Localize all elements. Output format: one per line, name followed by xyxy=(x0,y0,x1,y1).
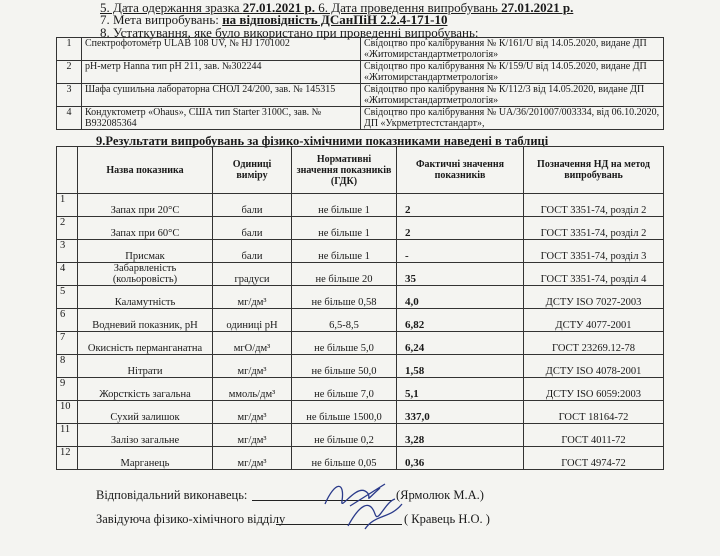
cell-method: ГОСТ 23269.12-78 xyxy=(524,332,664,355)
table-row xyxy=(57,240,664,263)
equipment-cert: Свідоцтво про калібрування № К/159/U від 14.05.2020, видане ДП «Житомирстандартметрологія» xyxy=(361,61,664,84)
table-row xyxy=(57,378,664,401)
equipment-device: pH-метр Hanna тип pH 211, зав. №302244 xyxy=(82,61,361,84)
cell-actual: 4,0 xyxy=(397,286,524,309)
cell-unit: мгО/дм³ xyxy=(213,332,292,355)
cell-method: ГОСТ 4974-72 xyxy=(524,447,664,470)
cell-actual: 2 xyxy=(397,217,524,240)
cell-actual: 2 xyxy=(397,194,524,217)
cell-actual: 0,36 xyxy=(397,447,524,470)
cell-method: ГОСТ 3351-74, розділ 2 xyxy=(524,217,664,240)
cell-n: 4 xyxy=(57,263,78,286)
table-row xyxy=(57,217,664,240)
cell-unit: мг/дм³ xyxy=(213,355,292,378)
cell-actual: 35 xyxy=(397,263,524,286)
test-date-label: 6. Дата проведення випробувань xyxy=(314,0,502,15)
equipment-row xyxy=(57,84,664,107)
cell-n: 11 xyxy=(57,424,78,447)
cell-actual: 5,1 xyxy=(397,378,524,401)
table-row xyxy=(57,263,664,286)
cell-method: ГОСТ 4011-72 xyxy=(524,424,664,447)
cell-norm: не більше 1 xyxy=(292,217,397,240)
cell-unit: градуси xyxy=(213,263,292,286)
cell-actual: 1,58 xyxy=(397,355,524,378)
executor-name: (Ярмолюк М.А.) xyxy=(396,488,484,502)
table-row xyxy=(57,447,664,470)
cell-unit: бали xyxy=(213,217,292,240)
cell-name: Сухий залишок xyxy=(78,401,213,424)
head-label: Завідуюча фізико-хімічного відділу xyxy=(96,512,286,526)
equipment-row xyxy=(57,107,664,130)
equipment-number: 3 xyxy=(57,84,82,107)
cell-name: Присмак xyxy=(78,240,213,263)
table-row xyxy=(57,309,664,332)
cell-name: Запах при 60°С xyxy=(78,217,213,240)
cell-method: ДСТУ ISO 7027-2003 xyxy=(524,286,664,309)
cell-name: Нітрати xyxy=(78,355,213,378)
cell-norm: не більше 0,58 xyxy=(292,286,397,309)
head-signature xyxy=(340,494,410,534)
cell-actual: 337,0 xyxy=(397,401,524,424)
equipment-cert: Свідоцтво про калібрування № К/161/U від 14.05.2020, видане ДП «Житомирстандартметрологія» xyxy=(361,38,664,61)
equipment-number: 4 xyxy=(57,107,82,130)
cell-actual: - xyxy=(397,240,524,263)
cell-norm: не більше 1 xyxy=(292,194,397,217)
cell-norm: не більше 1 xyxy=(292,240,397,263)
cell-n: 6 xyxy=(57,309,78,332)
cell-n: 3 xyxy=(57,240,78,263)
cell-n: 7 xyxy=(57,332,78,355)
cell-n: 12 xyxy=(57,447,78,470)
cell-n: 1 xyxy=(57,194,78,217)
col-name: Назва показника xyxy=(78,147,213,194)
cell-norm: не більше 5,0 xyxy=(292,332,397,355)
cell-method: ГОСТ 3351-74, розділ 4 xyxy=(524,263,664,286)
cell-name: Водневий показник, pH xyxy=(78,309,213,332)
cell-n: 9 xyxy=(57,378,78,401)
col-method: Позначення НД на метод випробувань xyxy=(524,147,664,194)
cell-name: Забарвленість (кольоровість) xyxy=(78,263,213,286)
equipment-table xyxy=(56,37,664,130)
table-row xyxy=(57,286,664,309)
equipment-device: Шафа сушильна лабораторна СНОЛ 24/200, зав. № 145315 xyxy=(82,84,361,107)
equipment-row xyxy=(57,38,664,61)
results-title: 9.Результати випробувань за фізико-хімічними показниками наведені в таблиці xyxy=(96,134,549,148)
cell-unit: мг/дм³ xyxy=(213,424,292,447)
equipment-number: 2 xyxy=(57,61,82,84)
equipment-device: Спектрофотометр ULAB 108 UV, № HJ 1701002 xyxy=(82,38,361,61)
cell-n: 10 xyxy=(57,401,78,424)
equipment-device: Кондуктометр «Ohaus», США тип Starter 3100С, зав. № В932085364 xyxy=(82,107,361,130)
col-unit: Одиниці виміру xyxy=(213,147,292,194)
col-norm: Нормативні значення показників (ГДК) xyxy=(292,147,397,194)
cell-method: ДСТУ 4077-2001 xyxy=(524,309,664,332)
cell-actual: 6,82 xyxy=(397,309,524,332)
cell-unit: мг/дм³ xyxy=(213,447,292,470)
cell-name: Запах при 20°С xyxy=(78,194,213,217)
head-name: ( Кравець Н.О. ) xyxy=(404,512,490,526)
cell-norm: не більше 50,0 xyxy=(292,355,397,378)
cell-norm: не більше 7,0 xyxy=(292,378,397,401)
cell-method: ГОСТ 18164-72 xyxy=(524,401,664,424)
cell-norm: не більше 20 xyxy=(292,263,397,286)
results-table xyxy=(56,146,664,470)
cell-name: Окисність перманганатна xyxy=(78,332,213,355)
purpose-label: 7. Мета випробувань: xyxy=(100,12,223,27)
cell-n: 8 xyxy=(57,355,78,378)
cell-name: Марганець xyxy=(78,447,213,470)
table-row xyxy=(57,332,664,355)
cell-norm: не більше 0,05 xyxy=(292,447,397,470)
received-label: 5. Дата одержання зразка xyxy=(100,0,243,15)
results-header-row xyxy=(57,147,664,194)
cell-unit: бали xyxy=(213,240,292,263)
cell-name: Залізо загальне xyxy=(78,424,213,447)
cell-unit: ммоль/дм³ xyxy=(213,378,292,401)
col-number xyxy=(57,147,78,194)
table-row xyxy=(57,194,664,217)
cell-unit: бали xyxy=(213,194,292,217)
equipment-cert: Свідоцтво про калібрування № К/112/3 від 14.05.2020, видане ДП «Житомирстандартметрологія» xyxy=(361,84,664,107)
cell-unit: одиниці pH xyxy=(213,309,292,332)
table-row xyxy=(57,355,664,378)
cell-name: Жорсткість загальна xyxy=(78,378,213,401)
cell-unit: мг/дм³ xyxy=(213,401,292,424)
cell-method: ГОСТ 3351-74, розділ 2 xyxy=(524,194,664,217)
test-date: 27.01.2021 р. xyxy=(501,0,574,15)
equipment-number: 1 xyxy=(57,38,82,61)
equipment-row xyxy=(57,61,664,84)
cell-actual: 6,24 xyxy=(397,332,524,355)
cell-method: ДСТУ ISO 6059:2003 xyxy=(524,378,664,401)
table-row xyxy=(57,424,664,447)
purpose-value: на відповідність ДСанПіН 2.2.4-171-10 xyxy=(222,12,448,27)
cell-norm: не більше 0,2 xyxy=(292,424,397,447)
equipment-heading: 8. Устаткування, яке було використано при проведенні випробувань: xyxy=(100,25,479,40)
col-actual: Фактичні значення показників xyxy=(397,147,524,194)
cell-method: ГОСТ 3351-74, розділ 3 xyxy=(524,240,664,263)
cell-name: Каламутність xyxy=(78,286,213,309)
table-row xyxy=(57,401,664,424)
cell-actual: 3,28 xyxy=(397,424,524,447)
equipment-cert: Свідоцтво про калібрування № UA/36/201007/003334, від 06.10.2020, ДП «Укрметртестстандарт», xyxy=(361,107,664,130)
cell-n: 5 xyxy=(57,286,78,309)
cell-norm: не більше 1500,0 xyxy=(292,401,397,424)
cell-norm: 6,5-8,5 xyxy=(292,309,397,332)
cell-unit: мг/дм³ xyxy=(213,286,292,309)
cell-method: ДСТУ ISO 4078-2001 xyxy=(524,355,664,378)
received-date: 27.01.2021 р. xyxy=(242,0,315,15)
executor-label: Відповідальний виконавець: xyxy=(96,488,248,502)
cell-n: 2 xyxy=(57,217,78,240)
